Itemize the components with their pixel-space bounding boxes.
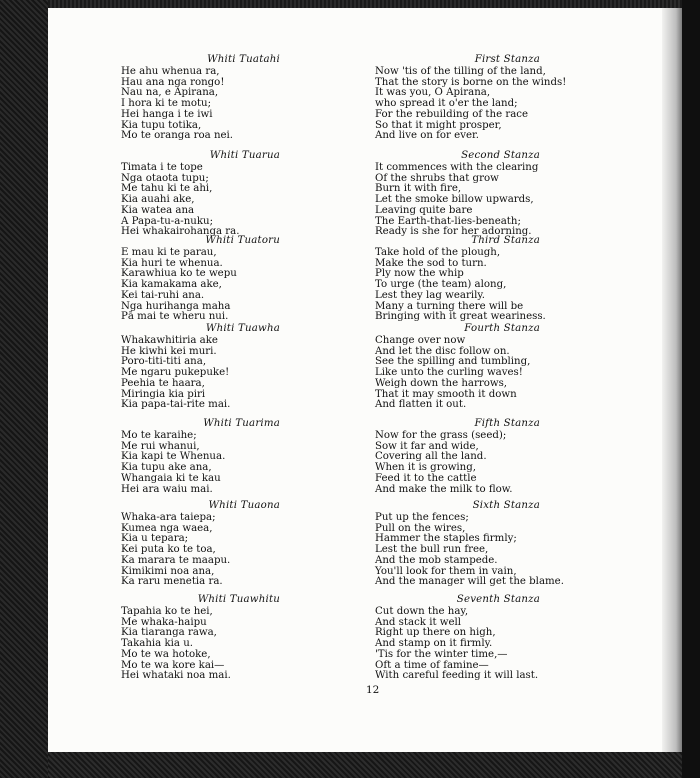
stanza-line: Peehia te haara, [121,377,205,389]
stanza-line: Hei hanga i te iwi [121,108,213,120]
stanza-line: See the spilling and tumbling, [375,356,531,368]
stanza-line: And stamp on it firmly. [375,638,493,649]
maori-stanza-5 [121,419,286,495]
stanza-line: Let the smoke billow upwards, [375,194,534,205]
stanza-line: And flatten it out. [375,399,467,411]
stanza-line: 'Tis for the winter time,— [375,648,508,660]
scan-edge-right [682,0,700,778]
maori-stanza-4 [121,324,286,411]
stanza-line: And let the disc follow on. [375,345,510,357]
stanza-line: Mo te wa kore kai— [121,659,225,671]
stanza-line: It was you, O Apirana, [375,87,491,99]
stanza-line: Like unto the curling waves! [375,367,523,378]
stanza-line: Takahia kia u. [121,638,193,649]
stanza-line: The Earth-that-lies-beneath; [375,215,521,227]
stanza-line: With careful feeding it will last. [375,670,539,682]
stanza-line: Now 'tis of the tilling of the land, [375,65,546,77]
maori-stanza-2 [121,151,286,238]
stanza-line: Kia u tepara; [121,533,189,545]
english-stanza-5 [375,419,570,495]
stanza-line: I hora ki te motu; [121,98,212,109]
stanza-line: Whaka-ara taiepa; [121,511,216,523]
stanza-line: And make the milk to flow. [375,483,513,495]
stanza-line: Oft a time of famine— [375,659,489,671]
stanza-line: Nga hurihanga maha [121,300,231,312]
stanza-line: Weigh down the harrows, [375,377,508,389]
stanza-line: Ready is she for her adorning. [375,226,532,238]
stanza-heading: Whiti Tuaona [208,500,280,511]
stanza-line: Mo te oranga roa nei. [121,130,234,142]
stanza-line: A Papa-tu-a-nuku; [121,215,214,227]
stanza-line: So that it might prosper, [375,119,502,131]
maori-stanza-1 [121,55,286,142]
stanza-line: Kia watea ana [121,204,195,216]
english-stanza-1 [375,55,570,142]
stanza-line: Miringia kia piri [121,388,206,400]
stanza-line: Me whaka-haipu [121,616,207,628]
scan-edge-top [48,0,682,8]
stanza-line: Whakawhitiria ake [121,334,218,346]
stanza-line: Timata i te tope [121,161,203,173]
stanza-line: He ahu whenua ra, [121,65,220,77]
stanza-line: E mau ki te parau, [121,246,217,258]
stanza-line: Kia kamakama ake, [121,279,222,290]
stanza-heading: Whiti Tuawhitu [197,594,280,605]
stanza-line: Ka raru menetia ra. [121,576,223,588]
stanza-line: Now for the grass (seed); [375,429,507,441]
stanza-line: Ka marara te maapu. [121,554,231,566]
english-stanza-3 [375,236,570,323]
stanza-line: Hau ana nga rongo! [121,76,225,88]
stanza-line: Pull on the wires, [375,522,466,534]
stanza-line: Me ngaru pukepuke! [121,367,230,378]
stanza-line: Kei tai-ruhi ana. [121,289,205,301]
page-number: 12 [366,684,380,696]
stanza-heading: Sixth Stanza [472,500,540,511]
stanza-line: Hammer the staples firmly; [375,533,517,545]
stanza-line: Leaving quite bare [375,204,473,216]
stanza-line: When it is growing, [375,462,476,473]
stanza-line: Mo te karaihe; [121,429,197,441]
stanza-heading: First Stanza [474,54,540,65]
stanza-line: Cut down the hay, [375,605,469,617]
stanza-heading: Fifth Stanza [474,418,540,429]
stanza-line: Nga otaota tupu; [121,172,209,184]
stanza-line: Lest the bull run free, [375,544,489,555]
stanza-line: Right up there on high, [375,627,496,639]
stanza-heading: Whiti Tuarua [209,150,280,161]
stanza-line: To urge (the team) along, [375,279,507,290]
stanza-line: Hei whakairohanga ra. [121,226,240,238]
stanza-heading: Whiti Tuatahi [207,54,280,65]
english-stanza-6 [375,501,570,588]
stanza-heading: Whiti Tuatoru [205,235,280,246]
stanza-line: And live on for ever. [375,130,479,142]
stanza-line: And the mob stampede. [375,554,498,566]
scan-edge-left [0,0,48,778]
stanza-line: It commences with the clearing [375,161,539,173]
stanza-line: Many a turning there will be [375,300,524,312]
scan-edge-bottom [48,752,682,778]
stanza-line: Nau na, e Apirana, [121,87,219,99]
stanza-line: Sow it far and wide, [375,440,479,452]
stanza-heading: Whiti Tuawha [205,323,280,334]
stanza-line: Me rui whanui, [121,440,200,452]
stanza-line: Kia papa-tai-rite mai. [121,399,231,411]
stanza-heading: Seventh Stanza [456,594,540,605]
stanza-line: Pā mai te wheru nui. [121,311,229,323]
stanza-line: Hei ara waiu mai. [121,483,213,495]
stanza-line: Karawhiua ko te wepu [121,268,237,280]
stanza-heading: Second Stanza [461,150,540,161]
stanza-line: Kumea nga waea, [121,522,213,534]
stanza-line: Kimikimi noa ana, [121,565,215,577]
english-stanza-7 [375,595,570,682]
stanza-line: That it may smooth it down [375,388,517,400]
stanza-line: Take hold of the plough, [375,246,501,258]
stanza-line: Hei whataki noa mai. [121,670,231,682]
stanza-line: You'll look for them in vain, [375,565,517,577]
stanza-line: Kia auahi ake, [121,194,195,205]
stanza-line: Poro-titi-titi ana, [121,356,207,368]
stanza-line: who spread it o'er the land; [375,98,518,109]
english-stanza-4 [375,324,570,411]
stanza-line: Put up the fences; [375,511,469,523]
maori-stanza-7 [121,595,286,682]
stanza-line: Kia kapi te Whenua. [121,451,226,463]
stanza-line: Lest they lag wearily. [375,289,485,301]
stanza-line: Tapahia ko te hei, [121,605,213,617]
stanza-line: That the story is borne on the winds! [375,76,567,88]
stanza-heading: Fourth Stanza [464,323,540,334]
stanza-line: Mo te wa hotoke, [121,648,211,660]
stanza-line: And stack it well [375,616,462,628]
stanza-line: Kia huri te whenua. [121,257,223,269]
stanza-heading: Third Stanza [471,235,540,246]
stanza-line: Kia tiaranga rawa, [121,627,217,639]
maori-stanza-3 [121,236,286,323]
stanza-line: For the rebuilding of the race [375,108,529,120]
stanza-heading: Whiti Tuarima [203,418,280,429]
stanza-line: Bringing with it great weariness. [375,311,546,323]
stanza-line: He kiwhi kei muri. [121,345,217,357]
stanza-line: Of the shrubs that grow [375,172,499,184]
stanza-line: And the manager will get the blame. [375,576,564,588]
stanza-line: Kia tupu ake ana, [121,462,212,473]
english-stanza-2 [375,151,570,238]
stanza-line: Make the sod to turn. [375,257,487,269]
stanza-line: Me tahu ki te ahi, [121,183,213,195]
maori-stanza-6 [121,501,286,588]
stanza-line: Kia tupu totika, [121,119,202,131]
stanza-line: Change over now [375,334,466,346]
stanza-line: Whangaia ki te kau [121,472,221,484]
stanza-line: Covering all the land. [375,451,487,463]
stanza-line: Ply now the whip [375,268,464,280]
stanza-line: Burn it with fire, [375,183,462,195]
stanza-line: Kei puta ko te toa, [121,544,216,555]
page-gutter-shadow [662,8,682,752]
stanza-line: Feed it to the cattle [375,472,477,484]
